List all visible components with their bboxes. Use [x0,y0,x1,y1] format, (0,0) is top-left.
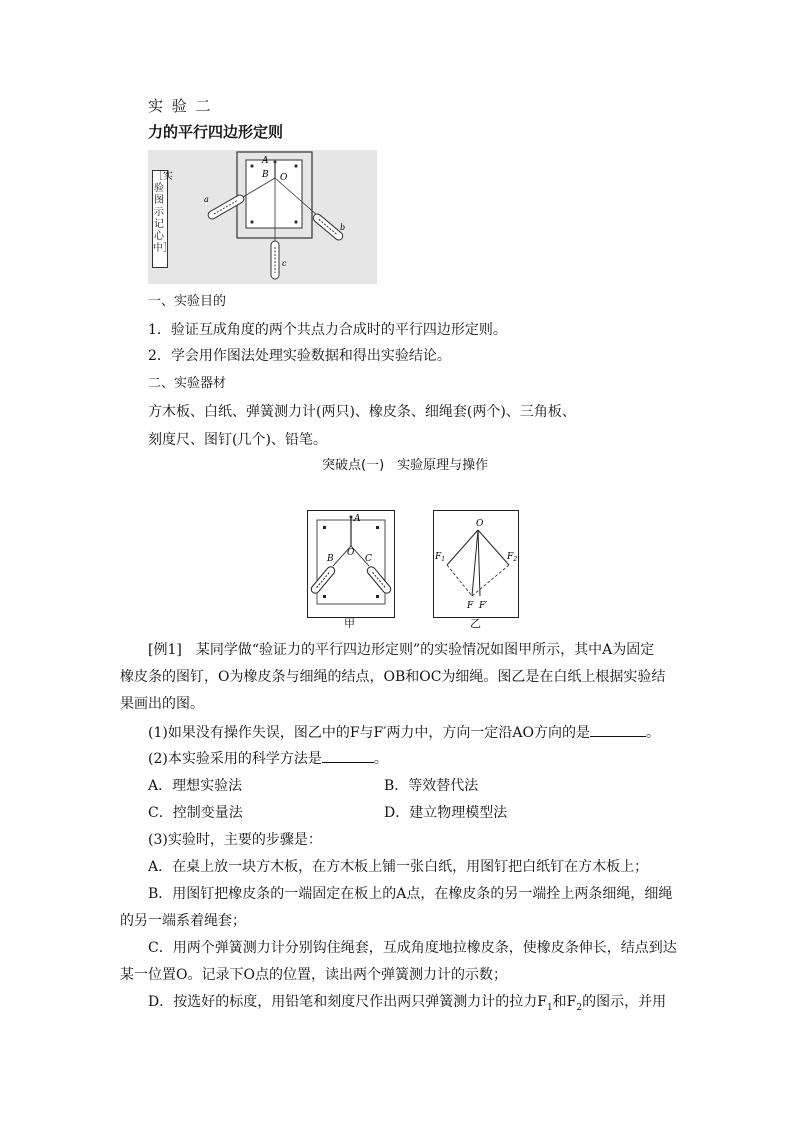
step-A: A．在桌上放一块方木板，在方木板上铺一张白纸，用图钉把白纸钉在方木板上； [148,859,649,875]
page-title: 力的平行四边形定则 [148,123,284,141]
step-B: B．用图钉把橡皮条的一端固定在板上的A点，在橡皮条的另一端拴上两条细绳，细绳 [148,886,673,902]
figure-side-label: ［实验图示记心中］ [152,170,168,268]
question-2: (2)本实验采用的科学方法是 。 [148,748,388,769]
apparatus-diagram [148,150,377,284]
answer-blank[interactable] [590,722,646,737]
figure-jia [307,510,395,618]
option-A: A．理想实验法 [148,778,243,794]
label-O: O [476,519,484,529]
step-D: D．按选好的标度，用铅笔和刻度尺作出两只弹簧测力计的拉力$F_1$和$F_2$的图示，并用 [148,994,667,1013]
label-c: c [282,259,287,268]
label-B: B [262,170,269,180]
pin-A [274,161,277,164]
diagram-yi [433,510,519,618]
materials-line: 刻度尺、图钉(几个)、铅笔。 [148,432,327,448]
label-O: O [280,173,288,183]
step-C-cont: 某一位置O。记录下O点的位置，读出两个弹簧测力计的示数； [120,967,507,983]
label-B: B [327,554,334,564]
label-b: b [340,223,346,232]
pin [294,164,297,167]
experiment-number: 实 验 二 [148,97,213,115]
section-purpose-heading: 一、实验目的 [148,294,227,309]
label-C: C [365,554,372,564]
pin [250,164,253,167]
label-O: O [347,548,355,558]
example-paragraph: 橡皮条的图钉，O为橡皮条与细绳的结点，OB和OC为细绳。图乙是在白纸上根据实验结 [120,669,666,685]
example-paragraph: 果画出的图。 [120,696,204,712]
step-B-cont: 的另一端系着绳套； [120,913,246,929]
purpose-item: 1．验证互成角度的两个共点力合成时的平行四边形定则。 [148,322,507,338]
label-F: F [467,601,474,611]
pin [250,220,253,223]
label-F-prime: F′ [479,601,488,611]
pin [294,220,297,223]
label-F1: $F_1$ [435,552,446,563]
label-A: A [354,514,361,524]
figure-yi [433,510,519,618]
option-D: D．建立物理模型法 [384,805,508,821]
answer-blank[interactable] [322,748,374,763]
question-3: (3)实验时，主要的步骤是： [148,832,322,848]
figure-yi-caption: 乙 [470,617,481,630]
label-A: A [262,156,269,166]
spring-scale-a [207,194,246,221]
label-a: a [204,195,209,204]
label-F2: $F_2$ [507,552,518,563]
option-B: B．等效替代法 [384,778,479,794]
figure-jia-caption: 甲 [344,617,355,630]
example-paragraph: [例1] 某同学做“验证力的平行四边形定则”的实验情况如图甲所示，其中A为固定 [148,642,655,658]
option-C: C．控制变量法 [148,805,243,821]
materials-line: 方木板、白纸、弹簧测力计(两只)、橡皮条、细绳套(两个)、三角板、 [148,404,576,420]
apparatus-figure [148,150,377,284]
breakpoint-heading: 突破点(一) 实验原理与操作 [322,458,489,473]
diagram-jia [307,510,395,618]
step-C: C．用两个弹簧测力计分别钩住绳套，互成角度地拉橡皮条，使橡皮条伸长，结点到达 [148,940,677,956]
section-materials-heading: 二、实验器材 [148,376,227,391]
question-1: (1)如果没有操作失误，图乙中的F与F′两力中，方向一定沿AO方向的是 。 [148,722,660,743]
purpose-item: 2．学会用作图法处理实验数据和得出实验结论。 [148,348,451,364]
spring-scale-c [271,241,279,279]
